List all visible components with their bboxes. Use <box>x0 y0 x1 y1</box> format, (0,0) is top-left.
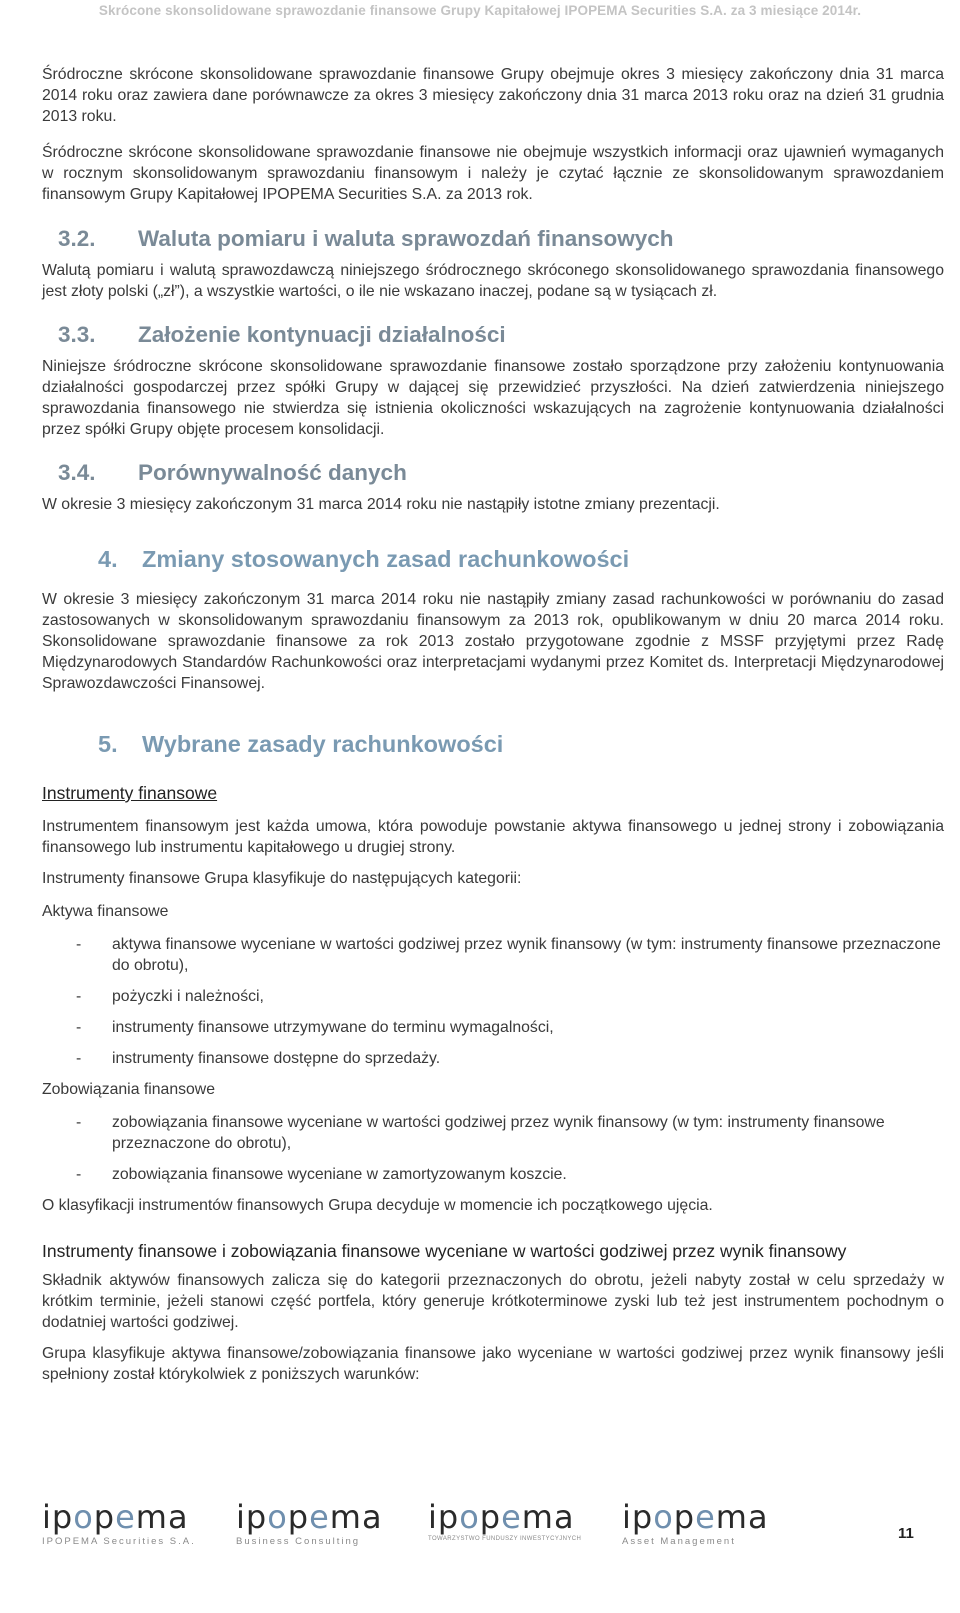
liabilities-list <box>42 1112 944 1185</box>
subheading-financial-instruments: Instrumenty finansowe <box>42 783 218 803</box>
logo-mark: ipopema <box>428 1498 575 1536</box>
logo-tagline: Business Consulting <box>236 1536 361 1547</box>
ipopema-tfi-logo <box>428 1498 582 1550</box>
page-header-title: Skrócone skonsolidowane sprawozdanie finansowe Grupy Kapitałowej IPOPEMA Securities S.A. za 3 miesiące 2014r. <box>98 3 862 18</box>
list-item: - pożyczki i należności, <box>42 986 944 1007</box>
section-number: 5. <box>98 731 118 757</box>
list-item: - instrumenty finansowe dostępne do sprzedaży. <box>42 1048 944 1069</box>
section-3-2-heading <box>58 226 944 252</box>
ipopema-asset-management-logo <box>622 1500 772 1550</box>
list-item: - zobowiązania finansowe wyceniane w zamortyzowanym koszcie. <box>42 1164 944 1185</box>
intro-paragraph-2: Śródroczne skrócone skonsolidowane sprawozdanie finansowe nie obejmuje wszystkich informacji oraz ujawnień wymaganych w rocznym skonsolidowanym sprawozdaniu finansowym i należy je czytać łącznie ze skonsolidowanym sprawozdaniem finansowym Grupy Kapitałowej IPOPEMA Securities S.A. za 2013 rok. <box>42 144 944 203</box>
section-3-3-text: Niniejsze śródroczne skrócone skonsolidowane sprawozdanie finansowe zostało sporządzone przy założeniu kontynuowania działalności gospodarczej przez spółki Grupy w dającej się przewidzieć przyszłości. Na dzień zatwierdzenia niniejszego sprawozdania finansowego nie stwierdza się istnienia okoliczności wskazujących na zagrożenie kontynuowania działalności przez spółki Grupy objęte procesem konsolidacji. <box>42 358 944 438</box>
section-4-heading <box>98 545 944 573</box>
section-3-4-heading <box>58 460 944 486</box>
section-5-heading <box>98 730 944 758</box>
logo-mark: ipopema <box>236 1498 383 1536</box>
section-title: Porównywalność danych <box>138 460 407 485</box>
section-number: 3.2. <box>58 226 96 251</box>
classification-paragraph: O klasyfikacji instrumentów finansowych Grupa decyduje w momencie ich początkowego ujęcia. <box>42 1197 713 1214</box>
intro-paragraph-1: Śródroczne skrócone skonsolidowane sprawozdanie finansowe Grupy obejmuje okres 3 miesięcy zakończony dnia 31 marca 2014 roku oraz zawiera dane porównawcze za okres 3 miesięcy zakończony dnia 31 marca 2013 roku oraz na dzień 31 grudnia 2013 roku. <box>42 66 944 125</box>
section-title: Założenie kontynuacji działalności <box>138 322 506 347</box>
categories-intro: Instrumenty finansowe Grupa klasyfikuje do następujących kategorii: <box>42 870 522 887</box>
section-title: Waluta pomiaru i waluta sprawozdań finansowych <box>138 226 674 251</box>
classification-conditions-paragraph: Grupa klasyfikuje aktywa finansowe/zobowiązania finansowe jako wyceniane w wartości godziwej przez wynik finansowy jeśli spełniony został którykolwiek z poniższych warunków: <box>42 1345 944 1383</box>
section-title: Wybrane zasady rachunkowości <box>142 731 504 757</box>
ipopema-business-consulting-logo <box>236 1500 386 1550</box>
section-title: Zmiany stosowanych zasad rachunkowości <box>142 546 630 572</box>
list-item: - zobowiązania finansowe wyceniane w wartości godziwej przez wynik finansowy (w tym: instrumenty finansowe przeznaczone do obrotu), <box>42 1112 944 1154</box>
page-number: 11 <box>898 1525 914 1542</box>
section-number: 4. <box>98 546 118 572</box>
section-3-3-heading <box>58 322 944 348</box>
definition-paragraph: Instrumentem finansowym jest każda umowa, która powoduje powstanie aktywa finansowego u jednej strony i zobowiązania finansowego lub instrumentu kapitałowego u drugiej strony. <box>42 818 944 856</box>
logo-mark: ipopema <box>42 1498 189 1536</box>
document-body <box>42 64 944 1385</box>
held-for-trading-paragraph: Składnik aktywów finansowych zalicza się do kategorii przeznaczonych do obrotu, jeżeli nabyty został w celu sprzedaży w krótkim terminie, jeżeli stanowi część portfela, który generuje krótkoterminowe zyski lub też jest instrumentem pochodnym o dodatniej wartości godziwej. <box>42 1272 944 1331</box>
logo-tagline: Asset Management <box>622 1536 736 1547</box>
subheading-fair-value: Instrumenty finansowe i zobowiązania finansowe wyceniane w wartości godziwej przez wynik finansowy <box>42 1241 847 1261</box>
assets-list <box>42 934 944 1069</box>
list-item: - aktywa finansowe wyceniane w wartości godziwej przez wynik finansowy (w tym: instrumenty finansowe przeznaczone do obrotu), <box>42 934 944 976</box>
footer-logos <box>42 1500 942 1560</box>
liabilities-label: Zobowiązania finansowe <box>42 1081 215 1098</box>
section-number: 3.4. <box>58 460 96 485</box>
logo-tagline: TOWARZYSTWO FUNDUSZY INWESTYCYJNYCH <box>428 1536 582 1542</box>
section-number: 3.3. <box>58 322 96 347</box>
assets-label: Aktywa finansowe <box>42 903 169 920</box>
ipopema-securities-logo <box>42 1498 196 1550</box>
list-item: - instrumenty finansowe utrzymywane do terminu wymagalności, <box>42 1017 944 1038</box>
logo-tagline: IPOPEMA Securities S.A. <box>42 1536 196 1547</box>
logo-mark: ipopema <box>622 1498 769 1536</box>
section-4-text: W okresie 3 miesięcy zakończonym 31 marca 2014 roku nie nastąpiły zmiany zasad rachunkowości w porównaniu do zasad zastosowanych w skonsolidowanym sprawozdaniu finansowym za 2013 rok, opublikowanym w dniu 20 marca 2014 roku. Skonsolidowane sprawozdanie finansowe za rok 2013 zostało przygotowane zgodnie z MSSF przyjętymi przez Radę Międzynarodowych Standardów Rachunkowości oraz interpretacjami wydanymi przez Komitet ds. Interpretacji Międzynarodowej Sprawozdawczości Finansowej. <box>42 591 944 692</box>
section-3-4-text: W okresie 3 miesięcy zakończonym 31 marca 2014 roku nie nastąpiły istotne zmiany prezentacji. <box>42 496 720 513</box>
section-3-2-text: Walutą pomiaru i walutą sprawozdawczą niniejszego śródrocznego skróconego skonsolidowanego sprawozdania finansowego jest złoty polski („zł”), a wszystkie wartości, o ile nie wskazano inaczej, podane są w tysiącach zł. <box>42 262 944 300</box>
